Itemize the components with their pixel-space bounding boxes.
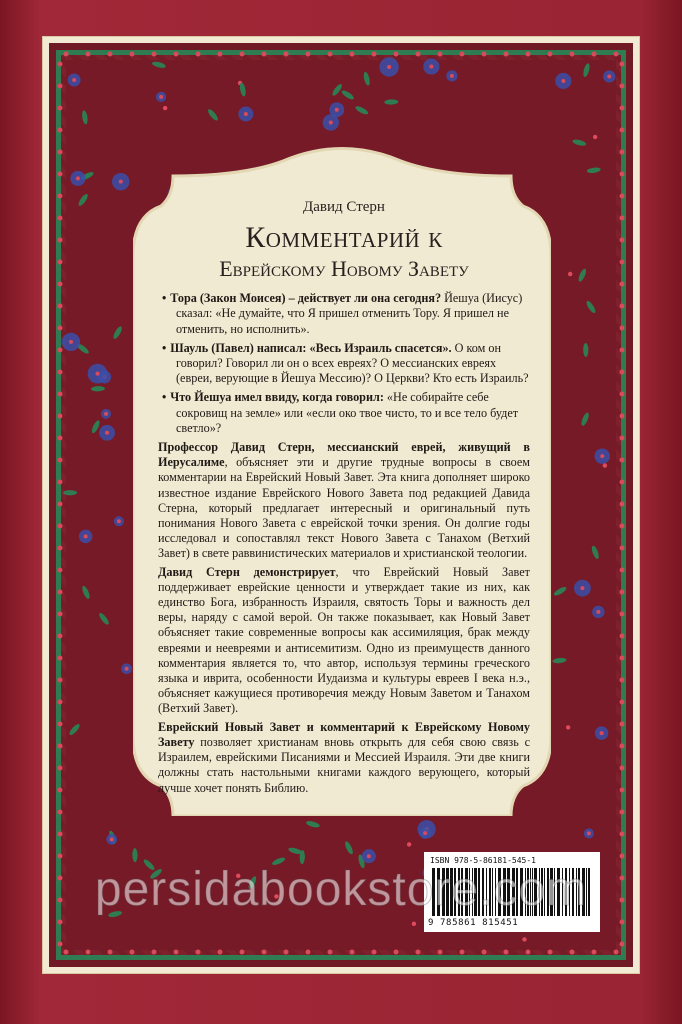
author-name: Давид Стерн [303, 199, 385, 215]
bullet-text: Йешуа (Иисус) сказал: «Не думайте, что Я пришел отменить Тору. Я пришел не отменить, но исполнить». [176, 291, 523, 336]
bullet-lead: Тора (Закон Моисея) – действует ли она сегодня? [170, 291, 442, 306]
barcode-digits: 9 785861 815451 [428, 918, 519, 928]
paragraph-lead: Еврейский Новый Завет и комментарий к Еврейскому Новому Завету [158, 719, 530, 749]
bullet-text: «Не собирайте себе сокровищ на земле» или «если око твое чисто, то и все тело будет светло»? [176, 390, 519, 435]
book-title-line-1: Комментарий к [245, 221, 443, 255]
bullet-lead: Шауль (Павел) написал: «Весь Израиль спасется». [170, 340, 452, 355]
back-cover-text [158, 200, 530, 796]
description-paragraph [158, 720, 530, 796]
store-watermark: persidabookstore.com [94, 863, 588, 916]
paragraph-text: , объясняет эти и другие трудные вопросы в своем комментарии на Еврейский Новый Завет. Эта книга дополняет широко известное издание Еврейского Нового Завета под редакцией Давида Стерна, который предлагает интересный и оригинальный путь понимания Нового Завета с еврейской точки зрения. Он долгие годы исследовал и сопоставлял текст Нового Завета с Танахом (Ветхий Завет) в свете раввинистических материалов и христианской теологии. [158, 455, 530, 561]
question-bullet: • Тора (Закон Моисея) – действует ли она сегодня? Йешуа (Иисус) сказал: «Не думайте, что Я пришел отменить Тору. Я пришел не отменить, но исполнить». [162, 291, 523, 336]
description-paragraph [158, 440, 530, 562]
description-paragraph [158, 565, 530, 717]
bullet-text: О ком он говорил? Говорил ли он о всех евреях? О мессианских евреях (евреи, верующие в Йешуа Мессию)? О Церкви? Кто есть Израиль? [176, 340, 529, 386]
paragraph-lead: Профессор Давид Стерн, мессианский еврей, живущий в Иерусалиме [158, 440, 530, 470]
isbn-text: ISBN 978-5-86181-545-1 [430, 856, 536, 865]
paragraph-text: , что Еврейский Новый Завет поддерживает еврейские ценности и утверждает такие из них, как единство Бога, избранность Израиля, святость Торы и важность дел веры, наряду с самой верой. Он также показывает, как Новый Завет объясняет такие современные вопросы как ассимиляция, брак между евреями и неевреями и антисемитизм. Одно из преимуществ данного комментария является то, что автор, используя термины греческого языка и иврита, особенности Иудаизма и культуры евреев I века н.э., объясняет кажущиеся противоречия между Новым Заветом и Танахом (Ветхий Завет). [158, 564, 530, 716]
paragraph-text: позволяет христианам вновь открыть для себя свою связь с Израилем, еврейскими Писаниями и Мессией Израиля. Эти две книги должны стать настольными книгами каждого верующего, который лучше хочет понять Библию. [158, 734, 530, 795]
book-title-line-2: Еврейскому Новому Завету [219, 256, 469, 282]
bullet-lead: Что Йешуа имел ввиду, когда говорил: [170, 390, 384, 405]
question-bullet: • Шауль (Павел) написал: «Весь Израиль спасется». О ком он говорил? Говорил ли он о всех евреях? О мессианских евреях (евреи, верующие в Йешуа Мессию)? О Церкви? Кто есть Израиль? [162, 340, 529, 386]
question-bullet: • Что Йешуа имел ввиду, когда говорил: «Не собирайте себе сокровищ на земле» или «если око твое чисто, то и все тело будет светло»? [162, 390, 519, 435]
paragraph-lead: Давид Стерн демонстрирует [158, 564, 336, 579]
